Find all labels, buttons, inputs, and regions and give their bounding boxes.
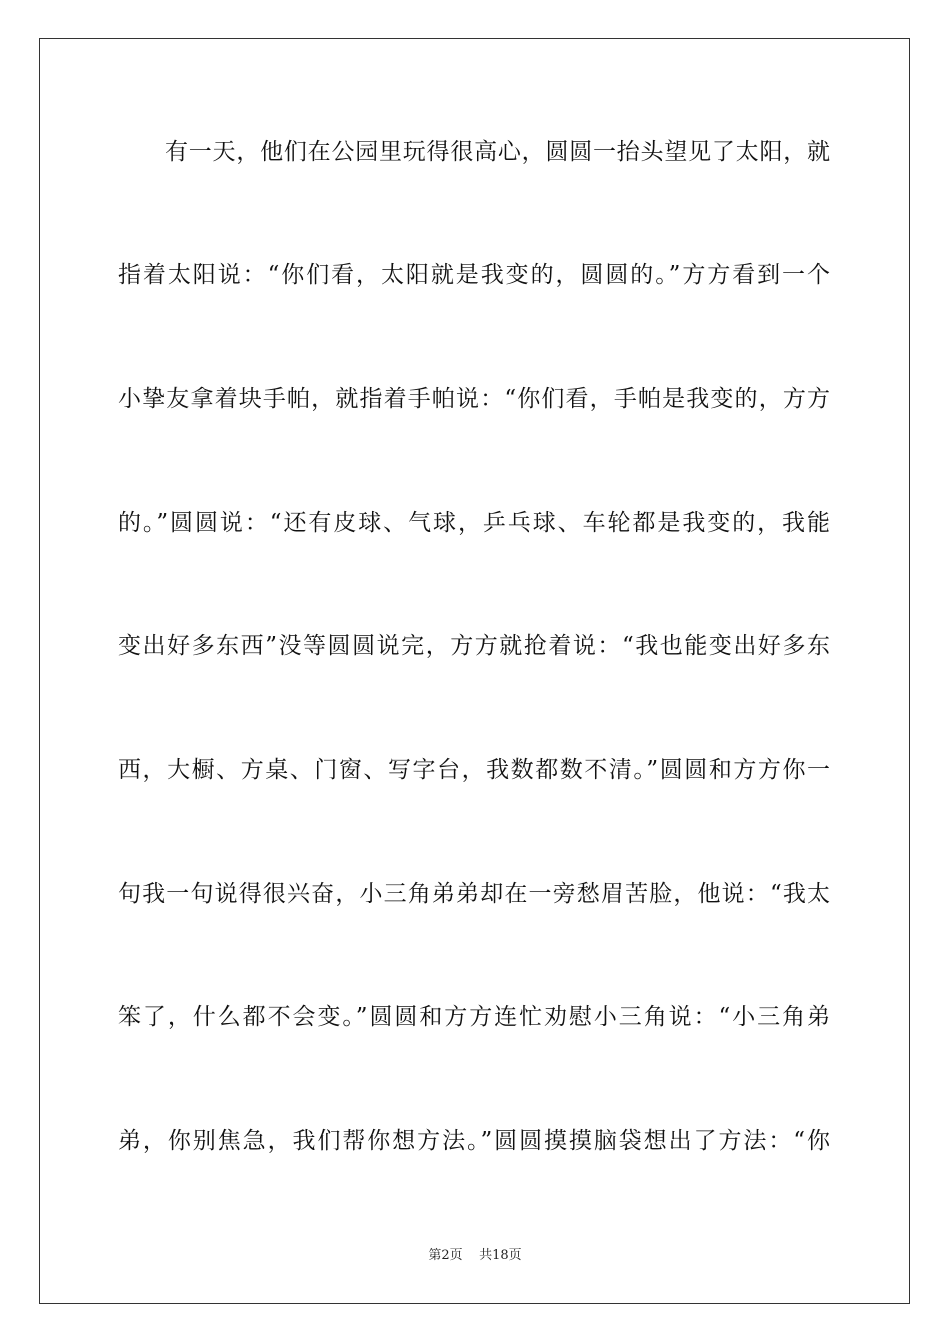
page-frame	[39, 38, 910, 1304]
text-line: 西，大橱、方桌、门窗、写字台，我数都数不清。”圆圆和方方你一	[118, 757, 830, 783]
text-line: 弟，你别焦急，我们帮你想方法。”圆圆摸摸脑袋想出了方法：“你	[118, 1128, 830, 1154]
text-line: 小挚友拿着块手帕，就指着手帕说：“你们看，手帕是我变的，方方	[118, 386, 830, 412]
page-footer	[0, 1247, 950, 1265]
text-line: 变出好多东西”没等圆圆说完，方方就抢着说：“我也能变出好多东	[118, 633, 830, 659]
text-line: 句我一句说得很兴奋，小三角弟弟却在一旁愁眉苦脸，他说：“我太	[118, 881, 830, 907]
text-line: 的。”圆圆说：“还有皮球、气球，乒乓球、车轮都是我变的，我能	[118, 510, 830, 536]
text-line: 有一天，他们在公园里玩得很高心，圆圆一抬头望见了太阳，就	[165, 139, 830, 165]
text-line: 笨了，什么都不会变。”圆圆和方方连忙劝慰小三角说：“小三角弟	[118, 1004, 830, 1030]
page-total: 共18页	[479, 1248, 522, 1263]
text-line: 指着太阳说：“你们看，太阳就是我变的，圆圆的。”方方看到一个	[118, 262, 830, 288]
page-number: 第2页	[428, 1248, 463, 1263]
